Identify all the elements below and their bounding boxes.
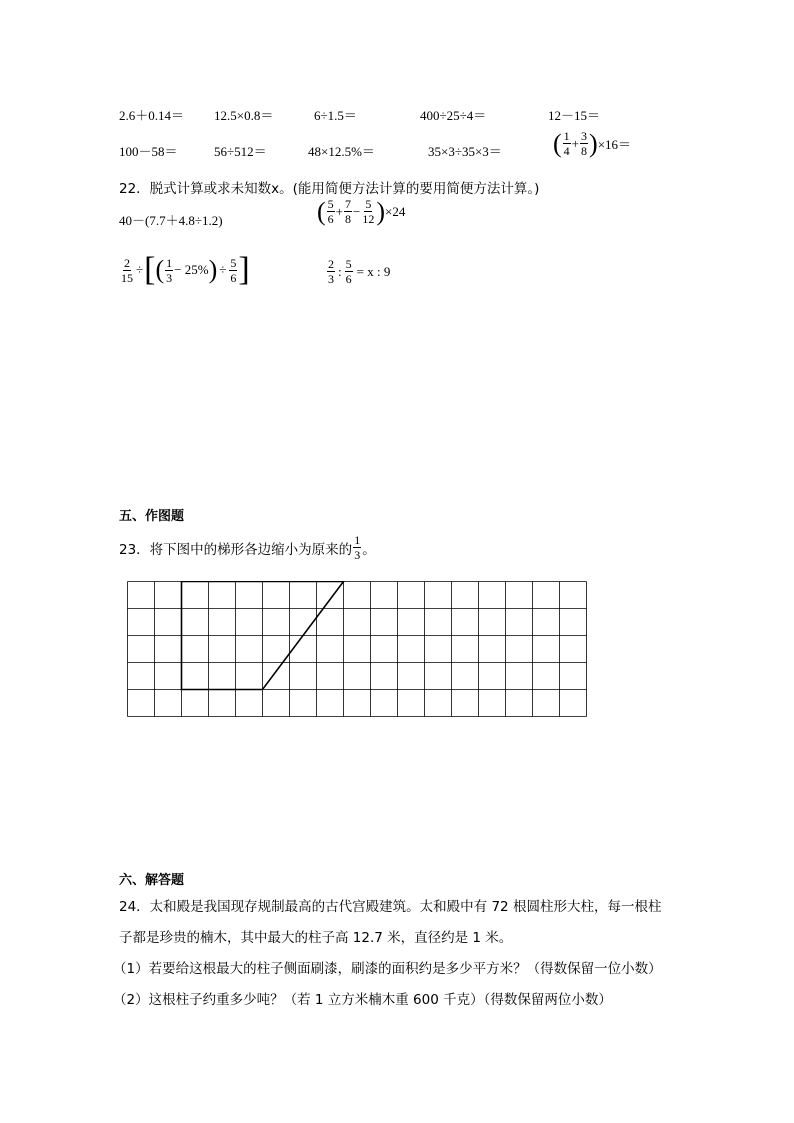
question-24-line-1: 24．太和殿是我国现存规制最高的古代宫殿建筑。太和殿中有 72 根圆柱形大柱，每一根柱 bbox=[119, 899, 662, 915]
question-24-part-2: （2）这根柱子约重多少吨？（若 1 立方米楠木重 600 千克）（得数保留两位小数） bbox=[113, 992, 612, 1008]
fraction: $\frac{1}{4}$ bbox=[563, 129, 570, 158]
question-23: 23．将下图中的梯形各边缩小为原来的 $\frac{1}{3}$ 。 bbox=[119, 533, 376, 562]
oral-calc-1: 2.6＋0.14＝ bbox=[119, 108, 185, 123]
square-grid bbox=[127, 581, 588, 718]
section-6-title: 六、解答题 bbox=[119, 873, 185, 888]
oral-calc-6: 100－58＝ bbox=[119, 144, 178, 159]
oral-calc-8: 48×12.5%＝ bbox=[308, 144, 375, 159]
equation-4: $\frac{2}{3}$ : $\frac{5}{6}$ = x : 9 bbox=[328, 257, 391, 286]
oral-calc-10: ( $\frac{1}{4}$ + $\frac{3}{8}$ ) ×16＝ bbox=[553, 128, 632, 158]
expression-1: 40－(7.7＋4.8÷1.2) bbox=[119, 213, 223, 228]
question-24-part-1: （1）若要给这根最大的柱子侧面刷漆，刷漆的面积约是多少平方米？（得数保留一位小数） bbox=[113, 961, 662, 977]
question-22: 22．脱式计算或求未知数x。(能用简便方法计算的要用简便方法计算。) bbox=[119, 181, 540, 197]
oral-calc-9: 35×3÷35×3＝ bbox=[428, 144, 502, 159]
expression-3: $\frac{2}{15}$ ÷ [ ( $\frac{1}{3}$ − 25% ) ÷ $\frac{5}{6}$ ] bbox=[121, 251, 250, 288]
oral-calc-7: 56÷512＝ bbox=[214, 144, 267, 159]
oral-calc-5: 12－15＝ bbox=[548, 108, 601, 123]
fraction: $\frac{3}{8}$ bbox=[581, 129, 588, 158]
oral-calc-3: 6÷1.5＝ bbox=[314, 108, 357, 123]
section-5-title: 五、作图题 bbox=[119, 509, 185, 524]
oral-calc-4: 400÷25÷4＝ bbox=[420, 108, 487, 123]
question-24-line-2: 子都是珍贵的楠木，其中最大的柱子高 12.7 米，直径约是 1 米。 bbox=[119, 930, 513, 946]
oral-calc-2: 12.5×0.8＝ bbox=[214, 108, 274, 123]
expression-2: ( $\frac{5}{6}$ + $\frac{7}{8}$ − $\frac{5}{12}$ ) ×24 bbox=[317, 196, 406, 226]
